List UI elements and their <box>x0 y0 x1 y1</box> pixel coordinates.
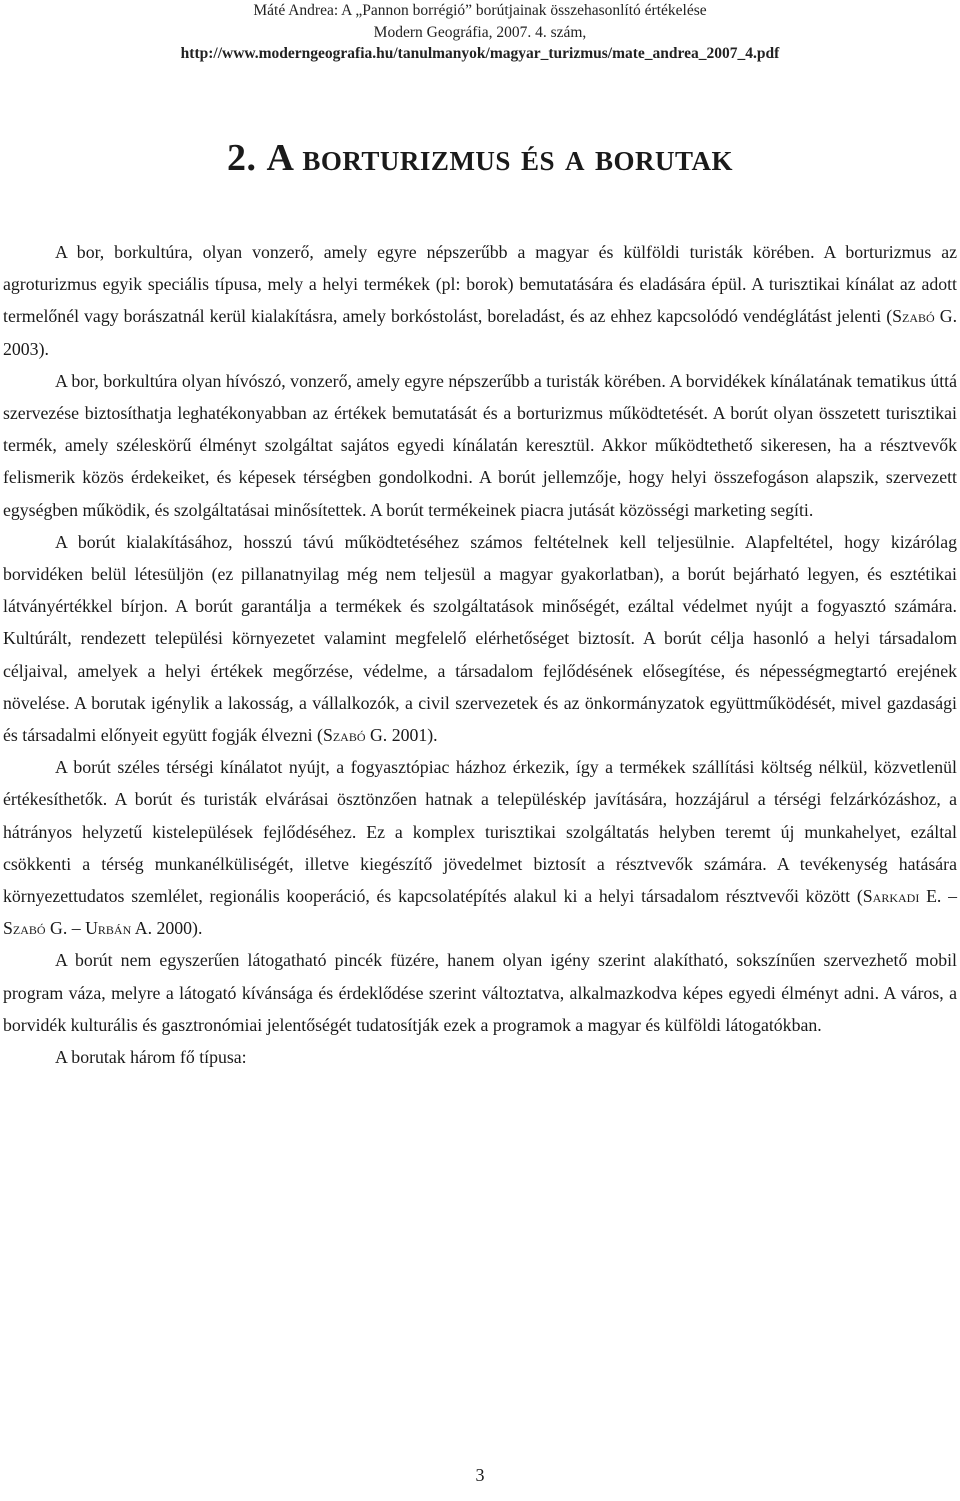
section-number: 2. <box>227 137 257 179</box>
page-number: 3 <box>475 1465 485 1485</box>
citation-author: Szabó <box>892 306 935 327</box>
paragraph: A borutak három fő típusa: <box>55 1047 247 1068</box>
body-text <box>3 236 957 1073</box>
section-heading <box>0 136 960 180</box>
citation-author: Urbán <box>85 918 132 939</box>
header-url: http://www.moderngeografia.hu/tanulmanyok/magyar_turizmus/mate_andrea_2007_4.pdf <box>180 45 780 62</box>
header-citation-line: Máté Andrea: A „Pannon borrégió” borútjainak összehasonlító értékelése <box>253 2 707 19</box>
citation-author: Sarkadi <box>862 886 920 907</box>
paragraph: A bor, borkultúra olyan hívószó, vonzerő, amely egyre népszerűbb a turisták körében. A borvidékek kínálatának tematikus úttá szervezése biztosíthatja leghatékonyabban az értékek bemutatását és a borturizmus működtetését. A borút olyan összetett turisztikai termék, amely széleskörű élményt szolgáltat sajátos egyedi kínálatán keresztül. Akkor működtethető sikeresen, ha a résztvevők felismerik közös érdekeiket, és képesek térségben gondolkodni. A borút jellemzője, hogy helyi összefogáson alapszik, szervezett egységben működik, és szolgáltatásai minősítettek. A borút termékeinek piacra jutását közösségi marketing segíti. <box>3 370 957 520</box>
paragraph: A borút kialakításához, hosszú távú működtetéséhez számos feltételnek kell teljesülnie. Alapfeltétel, hogy kizárólag borvidéken belül létesüljön (ez pillanatnyilag még nem teljesül a magyar gyakorlatban), a borút bejárható legyen, és esztétikai látványértékkel bírjon. A borút garantálja a termékek és szolgáltatások minőségét, ezáltal védelmet nyújt a fogyasztó számára. Kultúrált, rendezett települési környezetet valamint megfelelő elérhetőséget biztosít. A borút célja hasonló a helyi társadalom céljaival, amelyek a helyi értékek megőrzése, védelme, a társadalom fejlődésének elősegítése, és népességmegtartó erejének növelése. A borutak igénylik a lakosság, a vállalkozók, a civil szervezetek és az önkormányzatok együttműködését, mivel gazdasági és társadalmi előnyeit együtt fogják élvezni (Szabó G. 2001). <box>3 531 957 746</box>
citation-author: Szabó <box>3 918 46 939</box>
page-header <box>0 0 960 65</box>
section-title: A borturizmus és a borutak <box>266 137 733 179</box>
header-journal-line: Modern Geográfia, 2007. 4. szám, <box>373 23 587 41</box>
paragraph: A borút nem egyszerűen látogatható pincék füzére, hanem olyan igény szerint alakítható, sokszínűen szervezhető mobil program váza, melyre a látogató kívánsága és érdeklődése szerint változtatva, alkalmazkodva képes egyedi élményt adni. A város, a borvidék kulturális és gasztronómiai jelentőségét tudatosítják ezek a programok a magyar és külföldi látogatókban. <box>3 950 957 1035</box>
paragraph: A bor, borkultúra, olyan vonzerő, amely egyre népszerűbb a magyar és külföldi turisták körében. A borturizmus az agroturizmus egyik speciális típusa, mely a helyi termékek (pl: borok) bemutatására és eladására épül. A turisztikai kínálat az adott termelőnél vagy borászatnál kerül kialakításra, amely borkóstolást, boreladást, és az ehhez kapcsolódó vendéglátást jelenti (Szabó G. 2003). <box>3 242 958 359</box>
paragraph: A borút széles térségi kínálatot nyújt, a fogyasztópiac házhoz érkezik, így a termékek szállítási költség nélkül, közvetlenül értékesíthetők. A borút és turisták elvárásai ösztönzően hatnak a településkép javítására, hozzájárul a térségi felzárkózáshoz, a hátrányos helyzetű kistelepülések fejlődéséhez. Ez a komplex turisztikai szolgáltatás helyben teremt új munkahelyet, ezáltal csökkenti a térség munkanélküliségét, illetve kiegészítő jövedelmet biztosít a résztvevők számára. A tevékenység hatására környezettudatos szemlélet, regionális kooperáció, és kapcsolatépítés alakul ki a helyi társadalom résztvevői között (Sarkadi E. – Szabó G. – Urbán A. 2000). <box>3 757 957 939</box>
citation-author: Szabó <box>322 725 366 746</box>
